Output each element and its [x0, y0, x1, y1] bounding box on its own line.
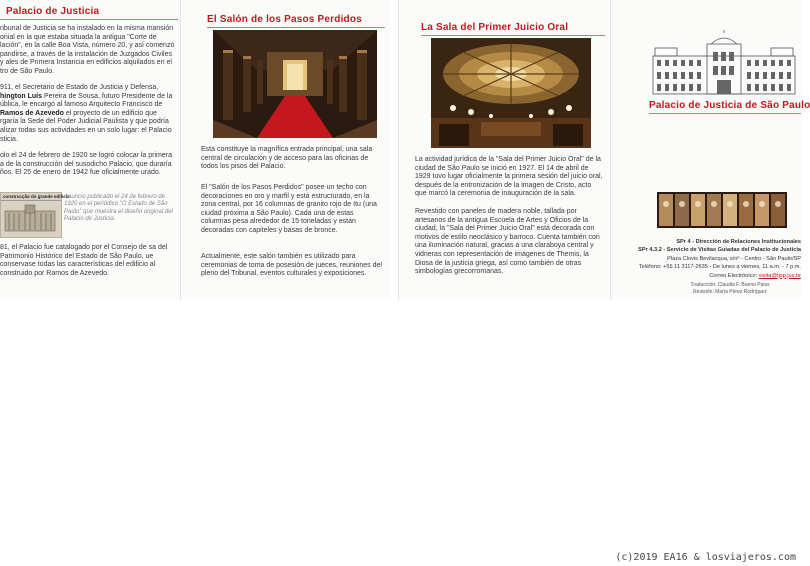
courtroom-photo: [431, 38, 591, 148]
salon-hall-photo: [213, 30, 377, 138]
credits-block: [675, 282, 785, 296]
panel2-paragraph-2: El "Salón de los Pasos Perdidos" posee un techo con decoraciones en oro y marfil y está estructurado, en la zona central, por 16 columnas de granito rojo de Itu (una ciudad próxima a São Paulo). Cada una de estas columnas pesa alrededor de 15 toneladas y están decoradas con capiteles y basas de bronce.: [201, 184, 377, 234]
clipping-building-illustration: [1, 201, 61, 235]
panel-salon-pasos-perdidos: [180, 0, 391, 300]
panel1-paragraph-2: 911, el Secretario de Estado de Justicia y Defensa, hington Luís Pereira de Sousa, futuro Presidente de la ública, le encargó al famoso Arquitecto Francisco de Ramos de Azevedo el proyecto de un edificio que rgaría la Sede del Poder Judicial Paulista y que podría alizar todas sus actividades en un solo lugar: el Palacio sticia.: [0, 84, 173, 143]
clipping-caption: Anuncio publicado el 24 de febrero de 1920 en el periódico "O Estado de São Paulo" que muestra el diseño original del Palacio de Justicia.: [64, 194, 173, 223]
ramos-de-azevedo-name: Ramos de Azevedo: [0, 109, 64, 117]
panel3-paragraph-1: La actividad jurídica de la "Sala del Primer Juicio Oral" de la ciudad de São Paulo se inició en 1927. El 14 de abril de 1929 tuvo lugar oficialmente la primera sesión del juicio oral, después de la entronización de la imagen de Cristo, acto que marcó la ceremonia de inauguración de la sala.: [415, 156, 603, 198]
panel2-paragraph-1: Esta constituye la magnífica entrada principal, una sala central de circulación y de acceso para las oficinas de todos los pisos del Palacio.: [201, 146, 373, 171]
translation-credit: Traducción: Claudia F. Bueno Paiss: [690, 282, 770, 288]
copyright-watermark: (c)2019 EA16 & losviajeros.com: [615, 552, 796, 563]
panel1-paragraph-3: olo el 24 de febrero de 1920 se logró colocar la primera a de la construcción del susodicho Palacio, que duraría ños. El 25 de enero de 1942 fue oficialmente urado.: [0, 152, 172, 177]
panel1-heading: Palacio de Justicia: [6, 6, 100, 17]
revision-credit: Revisión: María Pérez Rodríguez: [693, 289, 767, 295]
stained-glass-illustration: [657, 192, 787, 228]
panel3-paragraph-2: Revestido con paneles de madera noble, tallada por artesanos de la antigua Escuela de Artes y Oficios de la ciudad, la "Sala del Primer Juicio Oral" está decorada con motivos de estilo neoclásico y barroco. Cuenta también con una iluminación natural, gracias a una claraboya central y vidrieras con representación de imágenes de Themis, la Diosa de la justicia griega, así como también de otras simbologías grecorromanas.: [415, 208, 600, 276]
contact-block: [615, 238, 801, 280]
panel3-heading: La Sala del Primer Juicio Oral: [421, 22, 569, 33]
panel4-heading: Palacio de Justicia de São Paulo: [649, 100, 810, 111]
department-line: SPr 4 - Dirección de Relaciones Institucionales: [676, 239, 801, 245]
clipping-headline: construcção do grande edificio: [3, 194, 70, 199]
panel-palacio-history: [0, 0, 180, 300]
address-line: Plaza Clovis Bevilacqua, s/nº - Centro - São Paulo/SP: [667, 255, 801, 262]
palacio-facade-drawing: [651, 32, 797, 96]
stained-glass-strip: [657, 192, 787, 228]
panel1-paragraph-1: ribunal de Justicia se ha instalado en la misma mansión onial en la que estaba situada la antigua "Corte de lación", en la calle Boa Vista, número 20, y así comenzó pandirse, a través de la instalación de Juzgados Civiles y ales de Primera Instancia en edificios alquilados en el tro de São Paulo.: [0, 25, 175, 75]
email-link[interactable]: visita@tjsp.jus.br: [758, 272, 801, 279]
service-line: SPr 4.3.2 - Servicio de Visitas Guiadas del Palacio de Justicia: [638, 247, 801, 254]
panel2-heading: El Salón de los Pasos Perdidos: [207, 14, 362, 25]
panel1-paragraph-4: 81, el Palacio fue catalogado por el Consejo de sa del Patrimonio Histórico del Estado de São Paulo, ue conservase todas las características del edificio al construido por Ramos de Azevedo.: [0, 244, 168, 277]
email-line: Correo Electrónico: visita@tjsp.jus.br: [709, 272, 801, 279]
panel2-rule: [207, 27, 385, 28]
panel2-paragraph-3: Actualmente, este salón también es utilizado para ceremonias de toma de posesión de jueces, reuniones del pleno del Tribunal, eventos culturales y exposiciones.: [201, 253, 382, 278]
panel-sala-primer-juicio-oral: [398, 0, 609, 300]
facade-illustration: [651, 32, 797, 96]
panel-contact-info: [610, 0, 810, 300]
panel4-rule: [649, 113, 801, 114]
phone-line: Teléfono: +55 11 3117-2635 - De lunes a viernes, 11 a.m. - 7 p.m.: [638, 264, 801, 271]
salon-hall-illustration: [213, 30, 377, 138]
washington-luis-name: hington Luís: [0, 92, 42, 100]
panel3-rule: [421, 35, 605, 36]
panel1-rule: [0, 19, 178, 20]
courtroom-illustration: [431, 38, 591, 148]
newspaper-clipping: [0, 192, 70, 238]
